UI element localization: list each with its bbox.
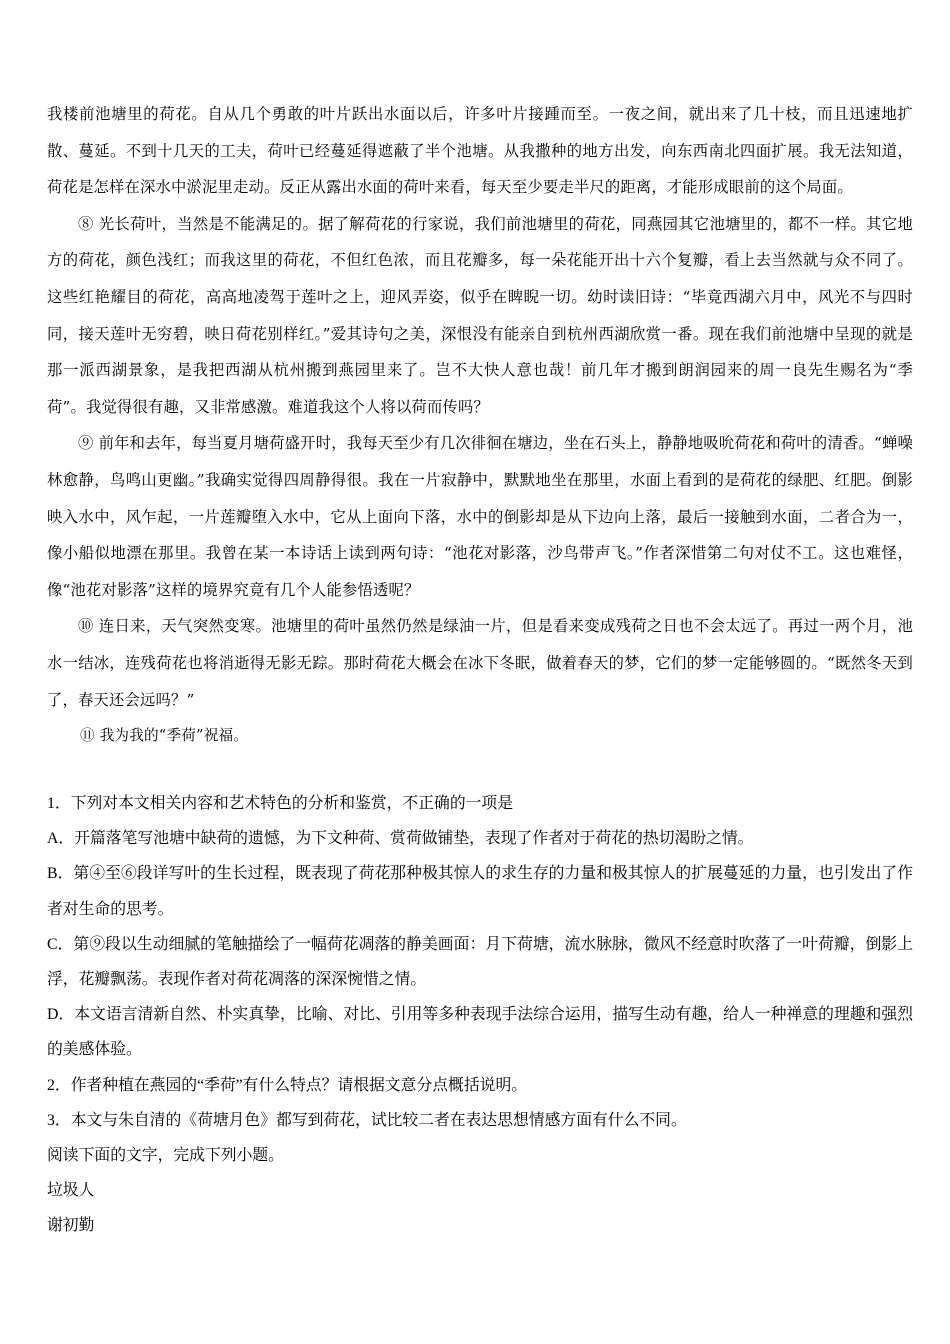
paragraph-10: ⑩ 连日来，天气突然变寒。池塘里的荷叶虽然仍然是绿油一片，但是看来变成残荷之日也不会太远了。再过一两个月，池水一结冰，连残荷花也将消逝得无影无踪。那时荷花大概会在冰下冬眠，做着春天的梦，它们的梦一定能够圆的。“既然冬天到了，春天还会远吗？” [47, 617, 913, 709]
question-1-option-b: B．第④至⑥段详写叶的生长过程，既表现了荷花那种极其惊人的求生存的力量和极其惊人的扩展蔓延的力量，也引发出了作者对生命的思考。 [47, 865, 913, 918]
next-passage-author: 谢初勤 [47, 1217, 95, 1235]
reading-instruction: 阅读下面的文字，完成下列小题。 [47, 1147, 284, 1165]
question-1-option-d: D．本文语言清新自然、朴实真挚，比喻、对比、引用等多种表现手法综合运用，描写生动有趣，给人一种禅意的理趣和强烈的美感体验。 [47, 1006, 913, 1059]
reading-passage [47, 96, 913, 755]
question-3: 3．本文与朱自清的《荷塘月色》都写到荷花，试比较二者在表达思想情感方面有什么不同。 [47, 1111, 687, 1129]
paragraph-8: ⑧ 光长荷叶，当然是不能满足的。据了解荷花的行家说，我们前池塘里的荷花，同燕园其它池塘里的，都不一样。其它地方的荷花，颜色浅红；而我这里的荷花，不但红色浓，而且花瓣多，每一朵花能开出十六个复瓣，看上去当然就与众不同了。这些红艳耀目的荷花，高高地凌驾于莲叶之上，迎风弄姿，似乎在睥睨一切。幼时读旧诗：“毕竟西湖六月中，风光不与四时同，接天莲叶无穷碧，映日荷花别样红。”爱其诗句之美，深恨没有能亲自到杭州西湖欣赏一番。现在我们前池塘中呈现的就是那一派西湖景象，是我把西湖从杭州搬到燕园里来了。岂不大快人意也哉！前几年才搬到朗润园来的周一良先生赐名为“季荷”。我觉得很有趣，又非常感激。难道我这个人将以荷而传吗？ [47, 214, 913, 416]
paragraph-9: ⑨ 前年和去年，每当夏月塘荷盛开时，我每天至少有几次徘徊在塘边，坐在石头上，静静地吸吮荷花和荷叶的清香。“蝉噪林愈静，鸟鸣山更幽。”我确实觉得四周静得很。我在一片寂静中，默默地坐在那里，水面上看到的是荷花的绿肥、红肥。倒影映入水中，风乍起，一片莲瓣堕入水中，它从上面向下落，水中的倒影却是从下边向上落，最后一接触到水面，二者合为一，像小船似地漂在那里。我曾在某一本诗话上读到两句诗：“池花对影落，沙鸟带声飞。”作者深惜第二句对仗不工。这也难怪，像“池花对影落”这样的境界究竟有几个人能参悟透呢？ [47, 434, 913, 599]
paragraph-7-continued: 我楼前池塘里的荷花。自从几个勇敢的叶片跃出水面以后，许多叶片接踵而至。一夜之间，就出来了几十枝，而且迅速地扩散、蔓延。不到十几天的工夫，荷叶已经蔓延得遮蔽了半个池塘。从我撒种的地方出发，向东西南北四面扩展。我无法知道，荷花是怎样在深水中淤泥里走动。反正从露出水面的荷叶来看，每天至少要走半尺的距离，才能形成眼前的这个局面。 [47, 105, 913, 197]
question-1-option-c: C．第⑨段以生动细腻的笔触描绘了一幅荷花凋落的静美画面：月下荷塘，流水脉脉，微风不经意时吹落了一叶荷瓣，倒影上浮，花瓣飘荡。表现作者对荷花凋落的深深惋惜之情。 [47, 935, 913, 989]
paragraph-11: ⑪ 我为我的“季荷”祝福。 [80, 727, 249, 745]
question-1: 1．下列对本文相关内容和艺术特色的分析和鉴赏，不正确的一项是 [47, 795, 514, 812]
question-1-option-a: A．开篇落笔写池塘中缺荷的遗憾，为下文种荷、赏荷做铺垫，表现了作者对于荷花的热切渴盼之情。 [47, 830, 754, 848]
question-2: 2．作者种植在燕园的“季荷”有什么特点？请根据文意分点概括说明。 [47, 1076, 528, 1094]
next-passage-title: 垃圾人 [47, 1182, 95, 1200]
question-section [47, 786, 913, 1244]
